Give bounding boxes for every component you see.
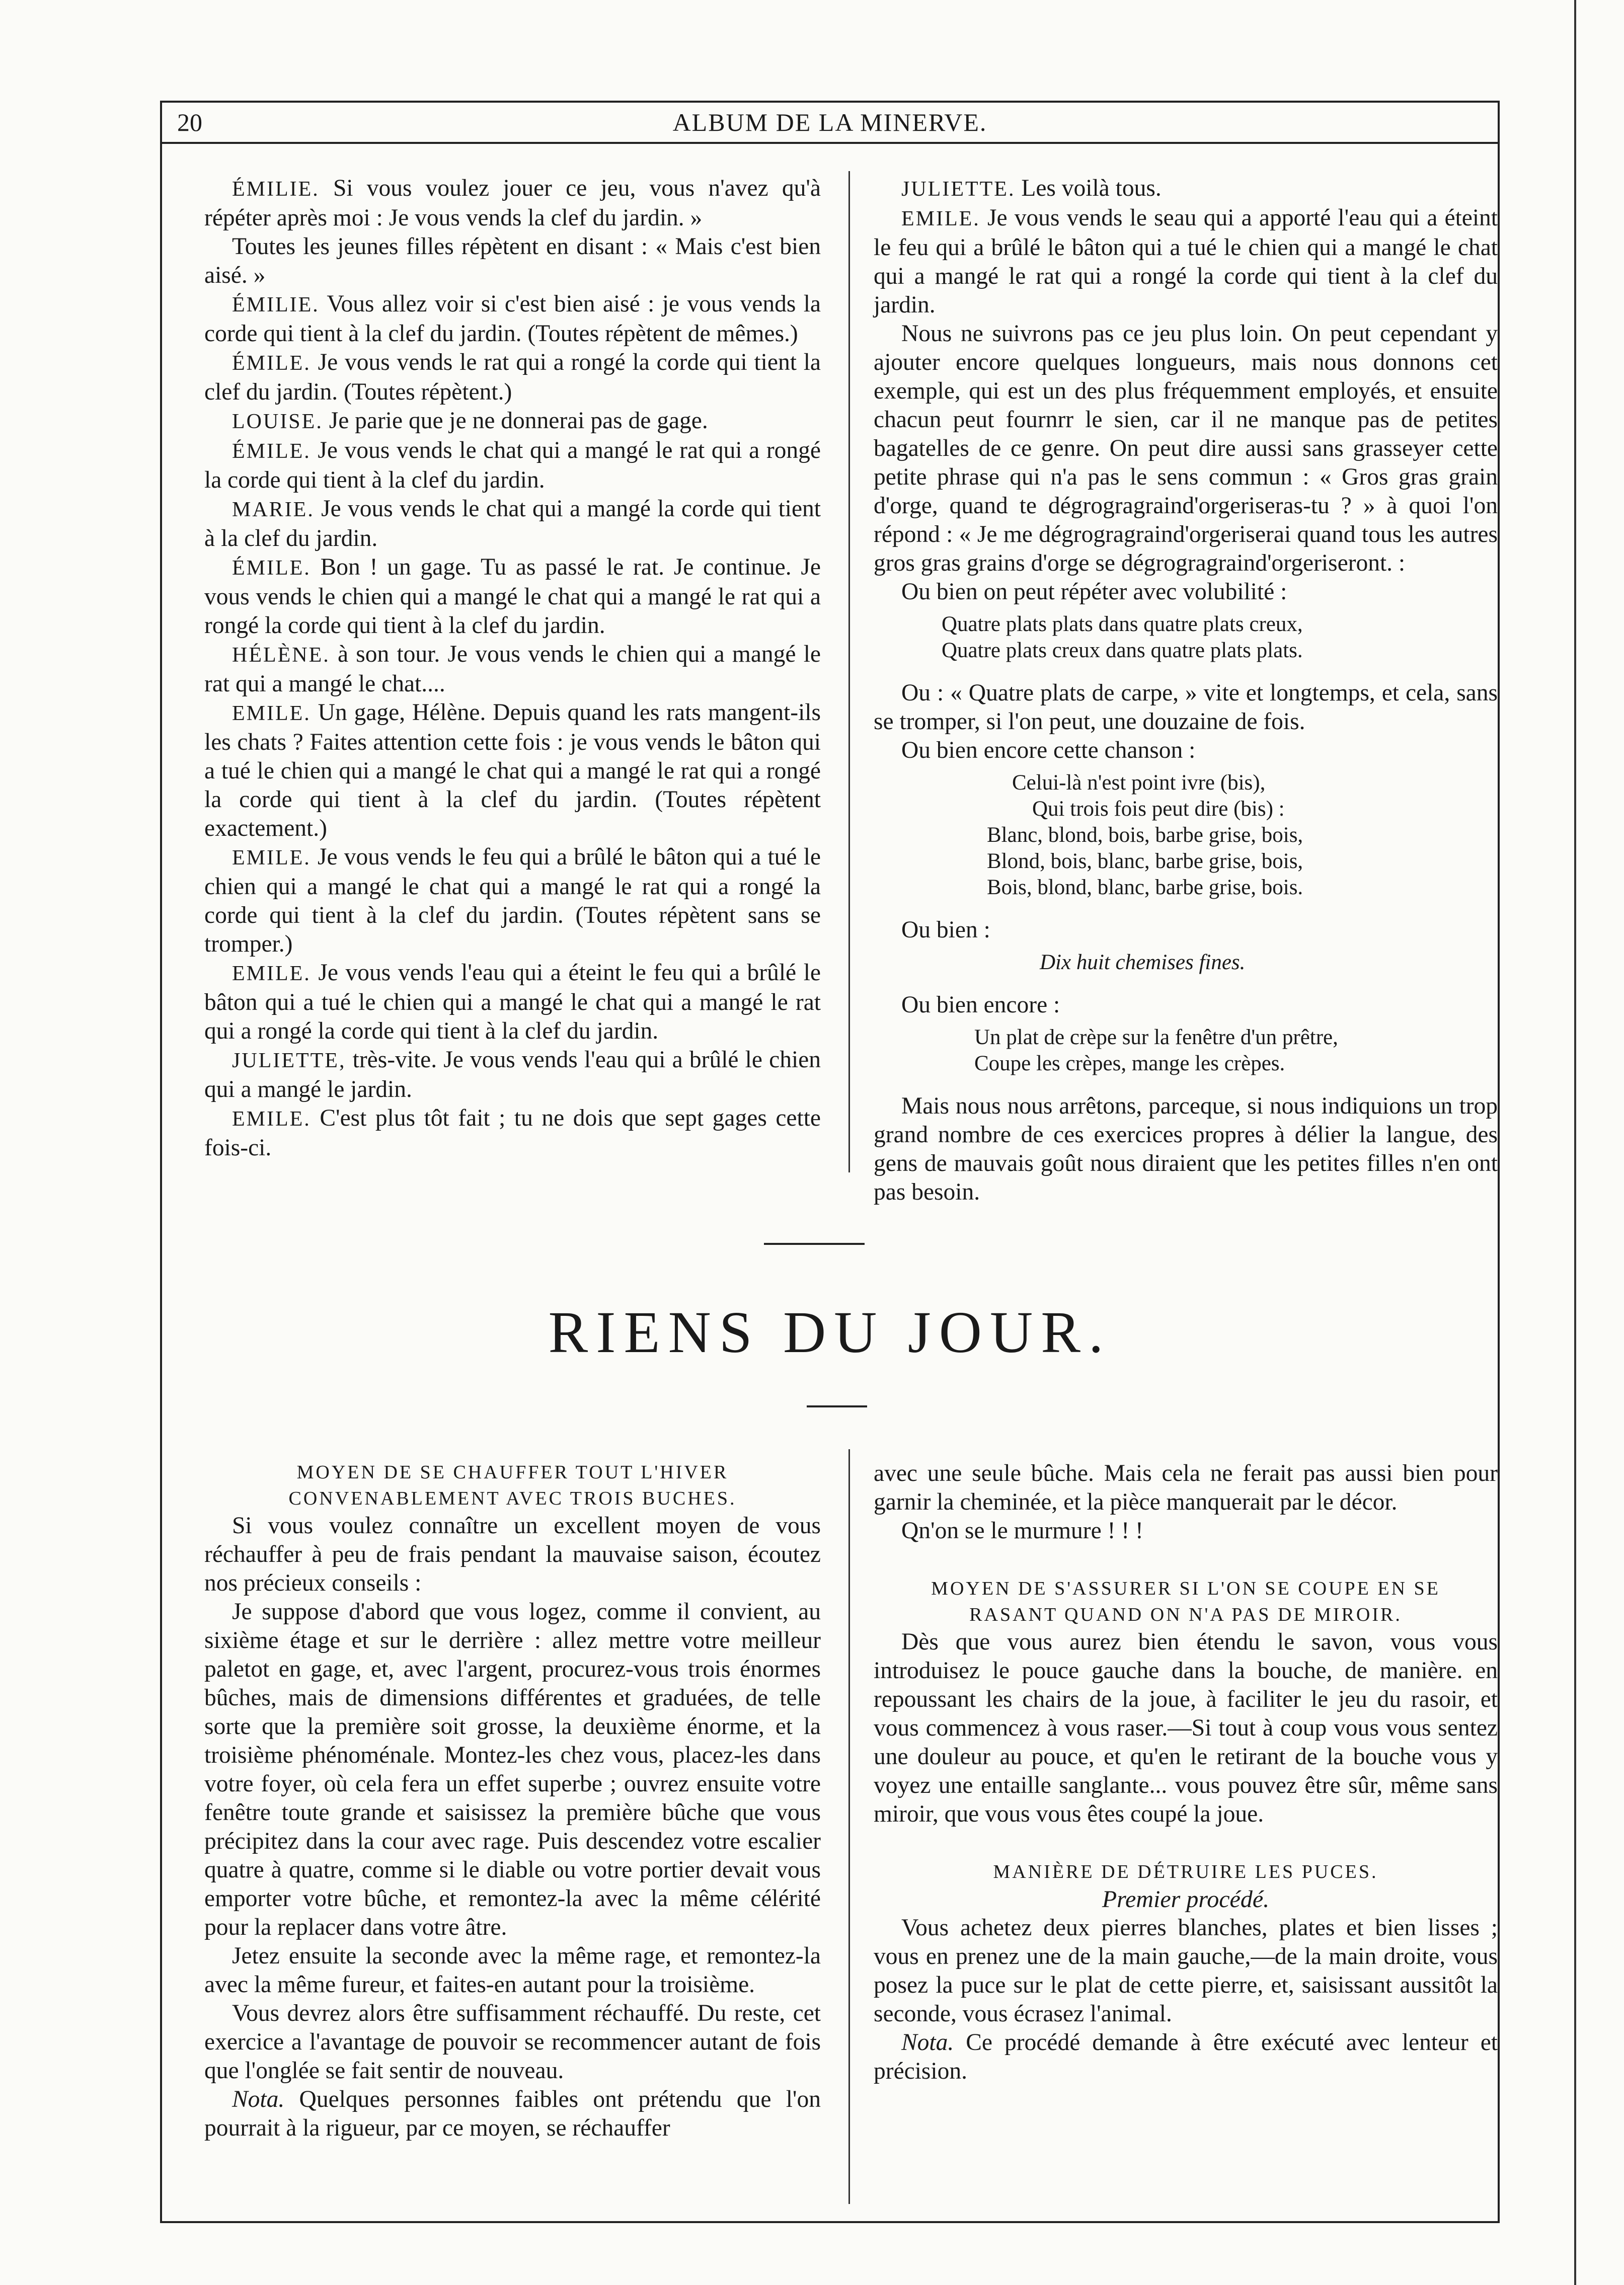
verse-block [874, 1025, 1498, 1077]
paragraph: Ou bien on peut répéter avec volubilité : [901, 579, 1287, 605]
paragraph: Nota. Quelques personnes faibles ont prétendu que l'on pourrait à la rigueur, par ce moyen, se réchauffer [204, 2086, 821, 2141]
dialogue-line: EMILE. Je vous vends l'eau qui a éteint le feu qui a brûlé le bâton qui a tué le chien qui a mangé le chat qui a mangé le rat qui a rongé la corde qui tient à la clef du jardin. [204, 960, 821, 1044]
dialogue-line: EMILE. Je vous vends le feu qui a brûlé le bâton qui a tué le chien qui a mangé le chat qui a mangé le rat qui a rongé la corde qui tient à la clef du jardin. (Toutes répètent sans se tromper.) [204, 844, 821, 957]
paragraph: Vous devrez alors être suffisamment réchauffé. Du reste, cet exercice a l'avantage de pouvoir se recommencer autant de fois que l'onglée se fait sentir de nouveau. [204, 2000, 821, 2084]
bottom-left-column [204, 1459, 821, 2143]
paragraph: Nota. Ce procédé demande à être exécuté avec lenteur et précision. [874, 2029, 1498, 2084]
verse-line: Blond, bois, blanc, barbe grise, bois, [987, 849, 1303, 873]
paragraph: Vous achetez deux pierres blanches, plates et bien lisses ; vous en prenez une de la main gauche,—de la main droite, vous posez la puce sur le plat de cette pierre, et, saisissant aussitôt la seconde, vous écrasez l'animal. [874, 1915, 1498, 2027]
bottom-right-column [874, 1459, 1498, 2086]
dialogue-line: ÉMILIE. Si vous voulez jouer ce jeu, vous n'avez qu'à répéter après moi : Je vous vends la clef du jardin. » [204, 175, 821, 231]
paragraph: Ou bien : [901, 917, 990, 943]
dialogue-line: JULIETTE, très-vite. Je vous vends l'eau qui a brûlé le chien qui a mangé le jardin. [204, 1047, 821, 1102]
paragraph: Jetez ensuite la seconde avec la même rage, et remontez-la avec la même fureur, et faites-en autant pour la troisième. [204, 1943, 821, 1998]
dialogue-line: JULIETTE. Les voilà tous. [901, 175, 1162, 201]
verse-block [874, 770, 1498, 901]
dialogue-line: EMILE. Un gage, Hélène. Depuis quand les rats mangent-ils les chats ? Faites attention cette fois : je vous vends le bâton qui a tué le chien qui a mangé le chat qui a mangé le rat qui a rongé la corde qui tient à la clef du jardin. (Toutes répètent exactement.) [204, 699, 821, 841]
column-divider-top [848, 171, 850, 1172]
article-heading: MOYEN DE S'ASSURER SI L'ON SE COUPE EN SE RASANT QUAND ON N'A PAS DE MIROIR. [931, 1578, 1440, 1625]
binding-edge [1574, 0, 1576, 2285]
column-divider-bottom [848, 1449, 850, 2204]
verse-line: Dix huit chemises fines. [1040, 951, 1246, 974]
dialogue-line: ÉMILE. Je vous vends le rat qui a rongé la corde qui tient la clef du jardin. (Toutes répètent.) [204, 349, 821, 405]
ornament-rule-top [764, 1243, 865, 1245]
paragraph: Dès que vous aurez bien étendu le savon, vous vous introduisez le pouce gauche dans la bouche, de manière. en repoussant les chairs de la joue, à faciliter le jeu du rasoir, et vous commencez à vous raser.—Si tout à coup vous vous sentez une douleur au pouce, et qu'en le retirant de la bouche vous y voyez une entaille sanglante... vous pouvez être sûr, même sans miroir, que vous vous êtes coupé la joue. [874, 1629, 1498, 1827]
paragraph: Qn'on se le murmure ! ! ! [901, 1518, 1143, 1544]
verse-line: Coupe les crèpes, mange les crèpes. [974, 1052, 1285, 1075]
verse-line: Blanc, blond, bois, barbe grise, bois, [987, 823, 1303, 847]
verse-line: Un plat de crèpe sur la fenêtre d'un prêtre, [974, 1026, 1338, 1049]
section-title: RIENS DU JOUR. [548, 1299, 1112, 1365]
article-heading: MOYEN DE SE CHAUFFER TOUT L'HIVER CONVENABLEMENT AVEC TROIS BUCHES. [288, 1462, 737, 1509]
verse-line: Celui-là n'est point ivre (bis), [1012, 771, 1266, 795]
paragraph: avec une seule bûche. Mais cela ne ferait pas aussi bien pour garnir la cheminée, et la pièce manquerait par le décor. [874, 1460, 1498, 1515]
verse-line: Quatre plats plats dans quatre plats creux, [942, 612, 1303, 636]
dialogue-line: Toutes les jeunes filles répètent en disant : « Mais c'est bien aisé. » [204, 233, 821, 288]
dialogue-line: EMILE. C'est plus tôt fait ; tu ne dois que sept gages cette fois-ci. [204, 1105, 821, 1161]
article-heading: MANIÈRE DE DÉTRUIRE LES PUCES. [993, 1861, 1378, 1882]
verse-line: Quatre plats creux dans quatre plats plats. [942, 639, 1303, 662]
verse-line: Bois, blond, blanc, barbe grise, bois. [987, 876, 1303, 899]
dialogue-line: EMILE. Je vous vends le seau qui a apporté l'eau qui a éteint le feu qui a brûlé le bâton qui a tué le chien qui a mangé le chat qui a mangé le rat qui a rongé la corde qui tient à la clef du jardin. [874, 205, 1498, 318]
dialogue-line: LOUISE. Je parie que je ne donnerai pas de gage. [232, 408, 708, 434]
paragraph: Ou : « Quatre plats de carpe, » vite et longtemps, et cela, sans se tromper, si l'on peut, une douzaine de fois. [874, 680, 1498, 735]
dialogue-line: HÉLÈNE. à son tour. Je vous vends le chien qui a mangé le rat qui a mangé le chat.... [204, 641, 821, 697]
paragraph: Mais nous nous arrêtons, parceque, si nous indiquions un trop grand nombre de ces exercices propres à délier la langue, des gens de mauvais goût nous diraient que les petites filles n'en ont pas besoin. [874, 1093, 1498, 1205]
verse-line: Qui trois fois peut dire (bis) : [1032, 797, 1285, 821]
paragraph: Ou bien encore cette chanson : [901, 737, 1196, 763]
verse-block [874, 611, 1498, 664]
verse-block [874, 950, 1498, 976]
header-rule [160, 142, 1500, 144]
dialogue-line: ÉMILE. Je vous vends le chat qui a mangé le rat qui a rongé la corde qui tient à la clef du jardin. [204, 437, 821, 493]
ornament-rule-bottom [807, 1405, 867, 1407]
top-right-column [874, 174, 1498, 1207]
dialogue-line: ÉMILIE. Vous allez voir si c'est bien aisé : je vous vends la corde qui tient à la clef du jardin. (Toutes répètent de mêmes.) [204, 291, 821, 347]
article-subheading: Premier procédé. [1102, 1886, 1270, 1913]
dialogue-line: ÉMILE. Bon ! un gage. Tu as passé le rat. Je continue. Je vous vends le chien qui a mangé le chat qui a mangé le rat qui a rongé la corde qui tient à la clef du jardin. [204, 554, 821, 639]
paragraph: Ou bien encore : [901, 992, 1060, 1018]
paragraph: Je suppose d'abord que vous logez, comme il convient, au sixième étage et sur le derrière : allez mettre votre meilleur paletot en gage, et, avec l'argent, procurez-vous trois énormes bûches, mais de dimensions différentes et graduées, de telle sorte que la première soit grosse, la deuxième énorme, et la troisième phénoménale. Montez-les chez vous, placez-les dans votre foyer, où cela fera un effet superbe ; ouvrez ensuite votre fenêtre toute grande et saisissez la première bûche que vous précipitez dans la cour avec rage. Puis descendez votre escalier quatre à quatre, comme si le diable ou votre portier devait vous emporter votre bûche, et remontez-la avec la même célérité pour la replacer dans votre âtre. [204, 1599, 821, 1940]
dialogue-line: MARIE. Je vous vends le chat qui a mangé la corde qui tient à la clef du jardin. [204, 496, 821, 551]
paragraph: Si vous voulez connaître un excellent moyen de vous réchauffer à peu de frais pendant la mauvaise saison, écoutez nos précieux conseils : [204, 1513, 821, 1596]
running-head: ALBUM DE LA MINERVE. [672, 108, 987, 136]
paragraph: Nous ne suivrons pas ce jeu plus loin. On peut cependant y ajouter encore quelques longueurs, mais nous donnons cet exemple, qui est un des plus fréquemment employés, et ensuite chacun peut fournrr le sien, car il ne manque pas de petites bagatelles de ce genre. On peut dire aussi sans grasseyer cette petite phrase qui n'a pas le sens commun : « Gros gras grain d'orge, quand te dégrogragraind'orgeriseras-tu ? » à quoi l'on répond : « Je me dégrogragraind'orgeriserai quand tous les autres gros gras grains d'orge se dégrogragraind'orgeriseront. : [874, 321, 1498, 576]
page-number: 20 [177, 108, 202, 136]
top-left-column [204, 174, 821, 1162]
